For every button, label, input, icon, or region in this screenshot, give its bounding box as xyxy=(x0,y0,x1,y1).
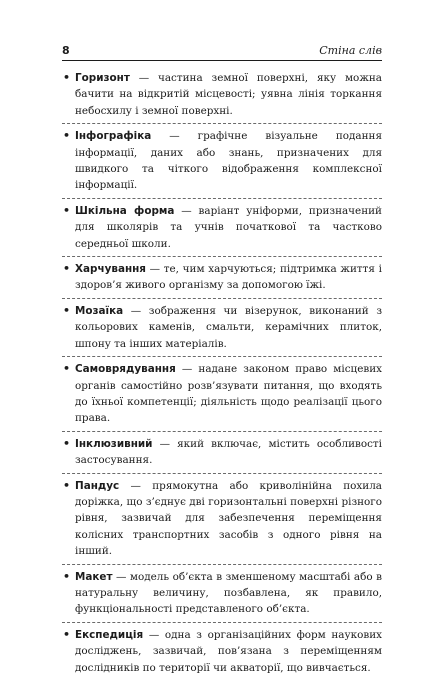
entry-definition: — надане законом право місцевих органів самостійно розв’язувати питання, що входять до їхньої компетенції; діяльність щодо реалізації цього права. xyxy=(75,363,382,425)
bullet-icon: • xyxy=(63,303,71,317)
glossary-entry xyxy=(62,70,382,119)
entry-term: Інфографіка xyxy=(75,130,152,143)
entry-term: Шкільна форма xyxy=(75,204,175,217)
bullet-icon: • xyxy=(63,129,71,143)
entry-divider xyxy=(62,431,382,432)
page-header xyxy=(62,43,382,61)
glossary-entry xyxy=(62,436,382,469)
glossary-list xyxy=(62,70,382,676)
entry-divider xyxy=(62,198,382,199)
entry-divider xyxy=(62,123,382,124)
entry-term: Інклюзивний xyxy=(75,437,153,450)
entry-definition: — який включає, містить особливості застосування. xyxy=(75,437,382,467)
glossary-entry xyxy=(62,478,382,560)
entry-divider xyxy=(62,473,382,474)
entry-definition: — прямокутна або криволінійна похила доріжка, що з’єднує дві горизонтальні поверхні різного рівня, зазвичай для забезпечення переміщення колісних транспортних засобів з одного рівня на інший. xyxy=(75,479,382,558)
entry-definition: — модель об’єкта в зменшеному масштабі або в натуральну величину, позбавлена, як правило, функціональності представленого об’єкта. xyxy=(75,570,382,616)
entry-divider xyxy=(62,564,382,565)
entry-definition: — частина земної поверхні, яку можна бачити на відкритій місцевості; уявна лінія торкання небосхилу і земної поверхні. xyxy=(75,72,382,117)
glossary-entry xyxy=(62,303,382,352)
page-number: 8 xyxy=(62,44,70,57)
bullet-icon: • xyxy=(63,362,71,376)
bullet-icon: • xyxy=(63,203,71,217)
glossary-entry xyxy=(62,128,382,194)
glossary-entry xyxy=(62,627,382,676)
entry-divider xyxy=(62,356,382,357)
entry-definition: — зображення чи візерунок, виконаний з кольорових каменів, смальти, керамічних плиток, шпону та інших матеріалів. xyxy=(75,304,382,350)
entry-divider xyxy=(62,622,382,623)
entry-term: Мозаїка xyxy=(75,304,124,317)
entry-definition: — варіант уніформи, призначений для школярів та учнів початкової та частково середньої школи. xyxy=(75,204,382,250)
entry-definition: — те, чим харчуються; підтримка життя і здоров’я живого організму за допомогою їжі. xyxy=(75,263,382,292)
running-title: Стіна слів xyxy=(319,44,382,57)
entry-term: Самоврядування xyxy=(75,363,176,376)
glossary-entry xyxy=(62,203,382,252)
header-rule xyxy=(62,60,382,61)
bullet-icon: • xyxy=(63,436,71,450)
entry-term: Пандус xyxy=(75,479,120,492)
entry-divider xyxy=(62,298,382,299)
bullet-icon: • xyxy=(63,71,71,84)
entry-definition: — одна з організаційних форм наукових досліджень, зазвичай, пов’язана з переміщенням дослідників по території чи акваторії, що вивчається. xyxy=(75,628,382,674)
glossary-entry xyxy=(62,569,382,618)
bullet-icon: • xyxy=(63,262,71,276)
entry-definition: — графічне візуальне подання інформації, даних або знань, призначених для швидкого та чіткого відображення комплексної інформації. xyxy=(75,130,382,192)
entry-term: Горизонт xyxy=(75,72,130,84)
entry-term: Експедиція xyxy=(75,628,144,641)
glossary-entry xyxy=(62,361,382,427)
bullet-icon: • xyxy=(63,627,71,641)
entry-divider xyxy=(62,256,382,257)
entry-term: Макет xyxy=(75,570,113,583)
entry-term: Харчування xyxy=(75,263,146,276)
bullet-icon: • xyxy=(63,569,71,583)
bullet-icon: • xyxy=(63,478,71,492)
glossary-entry xyxy=(62,261,382,294)
